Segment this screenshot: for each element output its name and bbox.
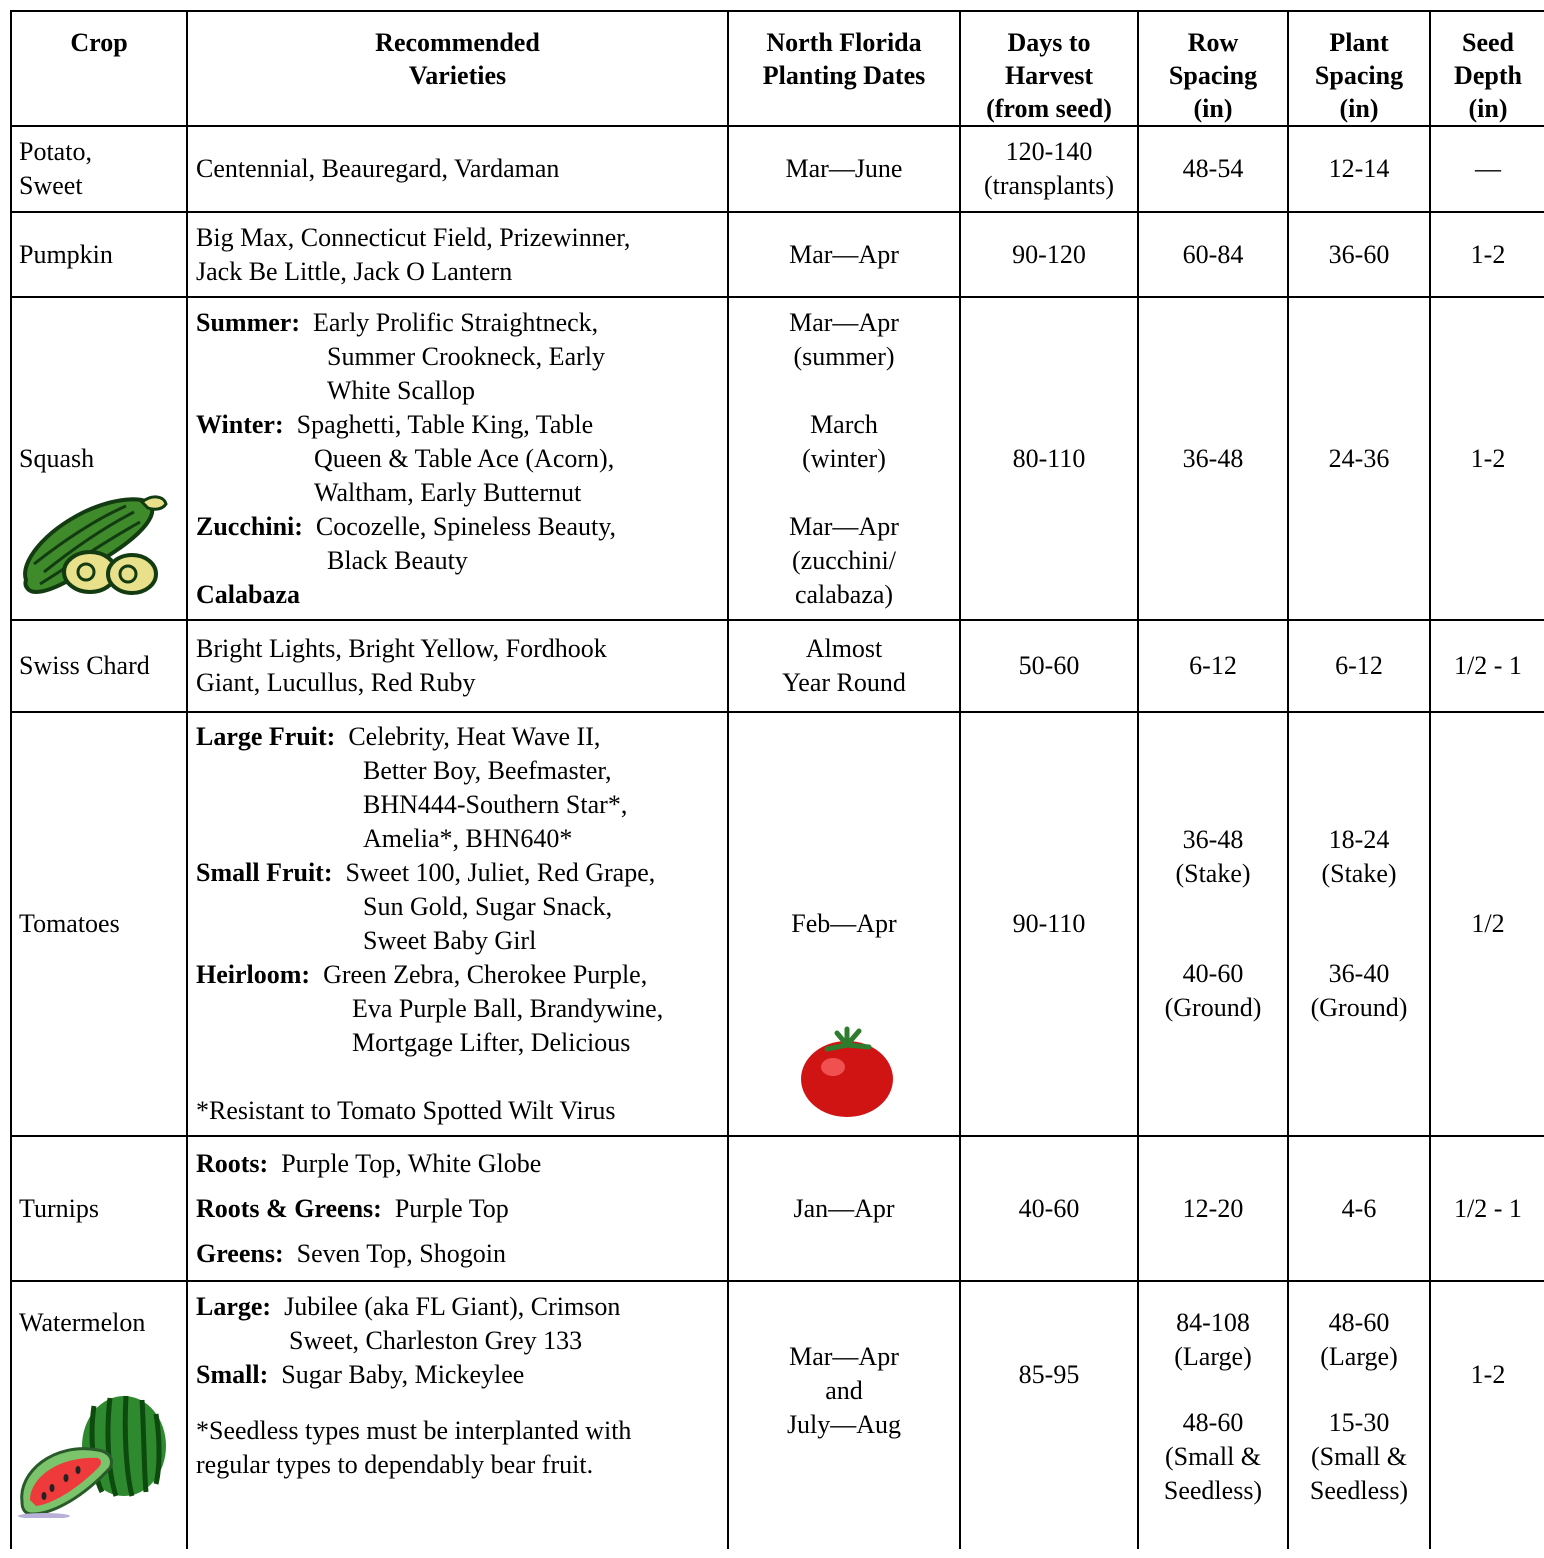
header-crop: Crop	[11, 11, 187, 126]
seed-depth-cell: 1/2 - 1	[1430, 620, 1544, 712]
varieties-cell: Centennial, Beauregard, Vardaman	[187, 126, 728, 212]
watermelon-icon	[14, 1392, 174, 1518]
planting-dates-cell: Mar—Apr and July—Aug	[728, 1281, 960, 1549]
roots-greens-label: Roots & Greens:	[196, 1194, 382, 1223]
seed-depth-cell: 1-2	[1430, 1281, 1544, 1549]
calabaza-label: Calabaza	[196, 579, 300, 609]
days-to-harvest-cell: 40-60	[960, 1136, 1138, 1281]
days-to-harvest-cell: 50-60	[960, 620, 1138, 712]
seed-depth-cell: 1-2	[1430, 297, 1544, 620]
varieties-cell: Big Max, Connecticut Field, Prizewinner, Jack Be Little, Jack O Lantern	[187, 212, 728, 297]
planting-dates-cell: Mar—June	[728, 126, 960, 212]
crop-name: Tomatoes	[11, 712, 187, 1136]
plant-spacing-cell: 24-36	[1288, 297, 1430, 620]
table-row-watermelon	[11, 1281, 1544, 1549]
varieties-cell: Roots: Purple Top, White Globe Roots & Greens: Purple Top Greens: Seven Top, Shogoin	[187, 1136, 728, 1281]
header-seed-depth: Seed Depth (in)	[1430, 11, 1544, 126]
crop-name: Squash	[11, 297, 187, 620]
table-row-swiss-chard	[11, 620, 1544, 712]
row-spacing-cell: 84-108 (Large) 48-60 (Small & Seedless)	[1138, 1281, 1288, 1549]
zucchini-label: Zucchini:	[196, 511, 303, 541]
varieties-cell: Large Fruit: Celebrity, Heat Wave II, Better Boy, Beefmaster, BHN444-Southern Star*, Amelia*, BHN640* Small Fruit: Sweet 100, Juliet, Red Grape, Sun Gold, Sugar Snack, Sweet Baby Girl Heirloom: Green Zebra, Cherokee Purple, Eva Purple Ball, Brandywine, Mortgage Lifter, Delicious *Resistant to Tomato Spotted Wilt Virus	[187, 712, 728, 1136]
row-spacing-cell: 36-48 (Stake) 40-60 (Ground)	[1138, 712, 1288, 1136]
plant-spacing-cell: 6-12	[1288, 620, 1430, 712]
row-spacing-cell: 60-84	[1138, 212, 1288, 297]
row-spacing-cell: 12-20	[1138, 1136, 1288, 1281]
table-row-squash	[11, 297, 1544, 620]
greens-label: Greens:	[196, 1239, 284, 1268]
days-to-harvest-cell: 90-110	[960, 712, 1138, 1136]
plant-spacing-cell: 18-24 (Stake) 36-40 (Ground)	[1288, 712, 1430, 1136]
varieties-cell: Large: Jubilee (aka FL Giant), Crimson Sweet, Charleston Grey 133 Small: Sugar Baby, Mickeylee *Seedless types must be interplanted with regular types to dependably bear fruit.	[187, 1281, 728, 1549]
small-fruit-label: Small Fruit:	[196, 858, 333, 887]
days-to-harvest-cell: 120-140 (transplants)	[960, 126, 1138, 212]
crop-name: Potato, Sweet	[11, 126, 187, 212]
planting-dates-cell: Almost Year Round	[728, 620, 960, 712]
table-row-turnips	[11, 1136, 1544, 1281]
header-days-to-harvest: Days to Harvest (from seed)	[960, 11, 1138, 126]
seed-depth-cell: 1-2	[1430, 212, 1544, 297]
table-row-potato	[11, 126, 1544, 212]
planting-dates-cell: Feb—Apr	[728, 712, 960, 1136]
planting-dates-cell: Jan—Apr	[728, 1136, 960, 1281]
large-label: Large:	[196, 1292, 272, 1321]
crop-name: Swiss Chard	[11, 620, 187, 712]
varieties-cell: Summer: Early Prolific Straightneck, Summer Crookneck, Early White Scallop Winter: Spaghetti, Table King, Table Queen & Table Ace (Acorn), Waltham, Early Butternut Zucchini: Cocozelle, Spineless Beauty, Black Beauty Calabaza	[187, 297, 728, 620]
tomato-note: *Resistant to Tomato Spotted Wilt Virus	[196, 1096, 616, 1125]
winter-label: Winter:	[196, 409, 284, 439]
tomato-icon	[797, 1023, 897, 1119]
row-spacing-cell: 6-12	[1138, 620, 1288, 712]
header-varieties: Recommended Varieties	[187, 11, 728, 126]
days-to-harvest-cell: 90-120	[960, 212, 1138, 297]
zucchini-icon	[14, 492, 174, 600]
small-label: Small:	[196, 1360, 269, 1389]
header-planting-dates: North Florida Planting Dates	[728, 11, 960, 126]
seed-depth-cell: 1/2 - 1	[1430, 1136, 1544, 1281]
header-row-spacing: Row Spacing (in)	[1138, 11, 1288, 126]
row-spacing-cell: 36-48	[1138, 297, 1288, 620]
header-row	[11, 11, 1544, 126]
summer-label: Summer:	[196, 307, 300, 337]
heirloom-label: Heirloom:	[196, 960, 311, 989]
planting-dates-cell: Mar—Apr	[728, 212, 960, 297]
planting-dates-cell: Mar—Apr (summer) March (winter) Mar—Apr (zucchini/ calabaza)	[728, 297, 960, 620]
crop-name: Watermelon	[11, 1281, 187, 1549]
header-plant-spacing: Plant Spacing (in)	[1288, 11, 1430, 126]
seed-depth-cell: 1/2	[1430, 712, 1544, 1136]
plant-spacing-cell: 36-60	[1288, 212, 1430, 297]
plant-spacing-cell: 4-6	[1288, 1136, 1430, 1281]
planting-guide-table	[10, 10, 1544, 1549]
plant-spacing-cell: 48-60 (Large) 15-30 (Small & Seedless)	[1288, 1281, 1430, 1549]
roots-label: Roots:	[196, 1149, 269, 1178]
seed-depth-cell: —	[1430, 126, 1544, 212]
varieties-cell: Bright Lights, Bright Yellow, Fordhook Giant, Lucullus, Red Ruby	[187, 620, 728, 712]
large-fruit-label: Large Fruit:	[196, 722, 336, 751]
table-row-pumpkin	[11, 212, 1544, 297]
crop-name: Pumpkin	[11, 212, 187, 297]
plant-spacing-cell: 12-14	[1288, 126, 1430, 212]
days-to-harvest-cell: 85-95	[960, 1281, 1138, 1549]
watermelon-note: *Seedless types must be interplanted with regular types to dependably bear fruit.	[196, 1416, 632, 1479]
crop-name: Turnips	[11, 1136, 187, 1281]
table-row-tomatoes	[11, 712, 1544, 1136]
row-spacing-cell: 48-54	[1138, 126, 1288, 212]
days-to-harvest-cell: 80-110	[960, 297, 1138, 620]
